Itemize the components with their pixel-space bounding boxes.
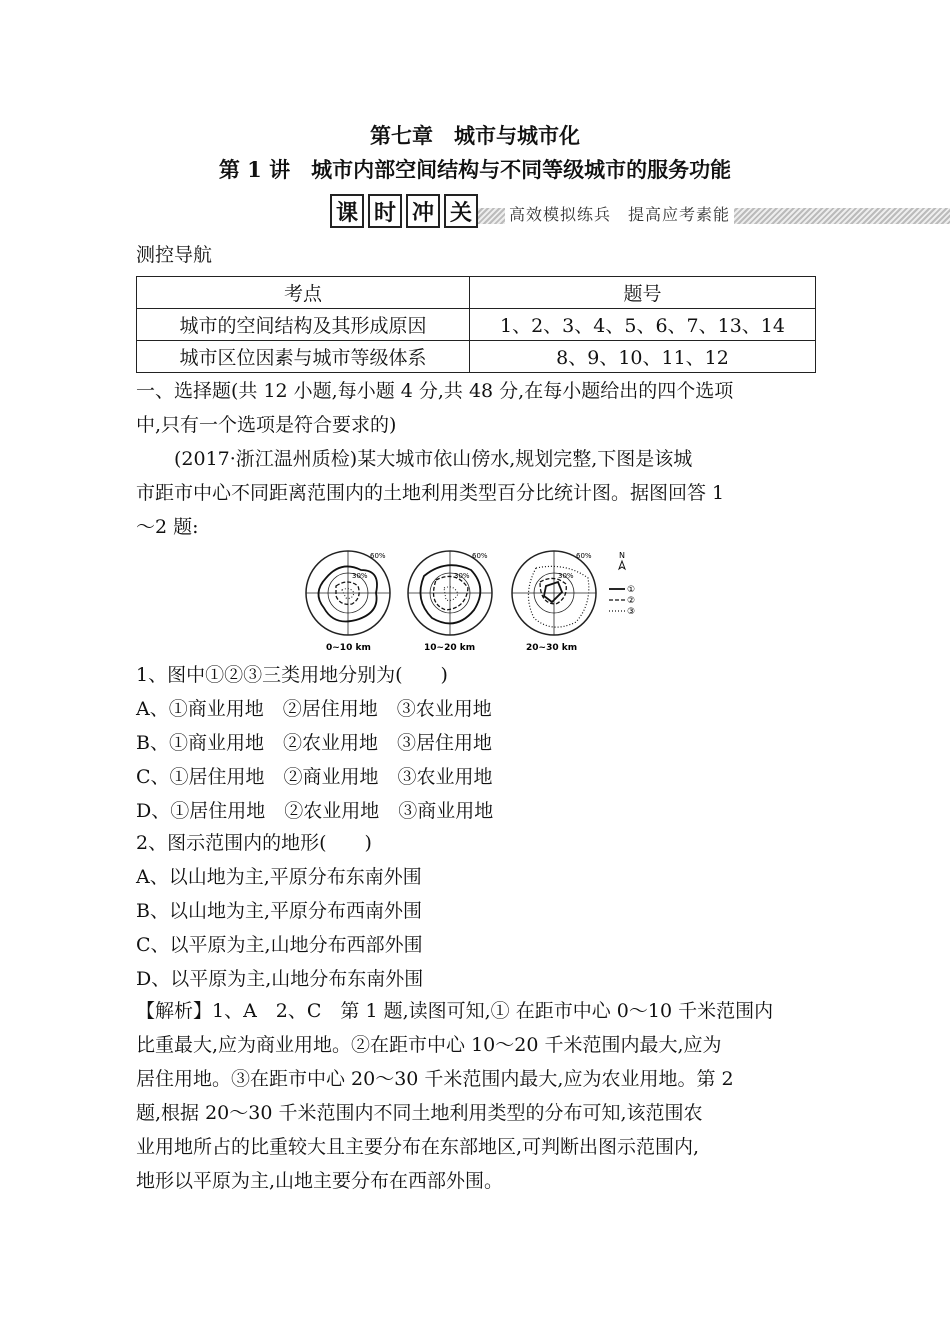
- table-cell: 城市区位因素与城市等级体系: [137, 341, 470, 373]
- analysis-block: [136, 994, 816, 1198]
- figure-legend: [609, 585, 635, 617]
- intro-line: ～2 题:: [136, 516, 199, 538]
- legend-label: ②: [627, 596, 636, 606]
- ring-label: 60%: [370, 552, 386, 560]
- radar-panel-1: [306, 551, 390, 653]
- table-header-row: [137, 277, 816, 309]
- legend-label: ③: [627, 607, 636, 617]
- question-stem: 1、图中①②③三类用地分别为( ): [136, 664, 448, 686]
- option-d: D、以平原为主,山地分布东南外围: [136, 968, 424, 990]
- section-line: 中,只有一个选项是符合要求的): [136, 414, 397, 436]
- ring-label: 30%: [558, 572, 574, 580]
- table-header: 题号: [470, 277, 816, 309]
- analysis-line: 业用地所占的比重较大且主要分布在东部地区,可判断出图示范围内,: [136, 1136, 700, 1158]
- option-a: A、①商业用地 ②居住用地 ③农业用地: [136, 698, 492, 720]
- nav-table: [136, 276, 816, 373]
- banner-char: 课: [330, 194, 364, 228]
- table-cell: 8、9、10、11、12: [470, 341, 816, 373]
- option-b: B、①商业用地 ②农业用地 ③居住用地: [136, 732, 492, 754]
- analysis-line: 比重最大,应为商业用地。②在距市中心 10～20 千米范围内最大,应为: [136, 1034, 722, 1056]
- nav-title: 测控导航: [136, 244, 213, 266]
- radar-panel-2: [408, 551, 492, 653]
- intro-paragraph: [136, 442, 816, 544]
- analysis-line: 【解析】1、A 2、C 第 1 题,读图可知,① 在距市中心 0～10 千米范围内: [136, 1000, 774, 1022]
- question-2: [136, 826, 816, 996]
- ring-label: 30%: [352, 572, 368, 580]
- table-header: 考点: [137, 277, 470, 309]
- panel-label: 0~10 km: [326, 643, 371, 653]
- north-label: N: [619, 551, 625, 560]
- intro-line: (2017·浙江温州质检)某大城市依山傍水,规划完整,下图是该城: [174, 448, 693, 470]
- section-heading: [136, 374, 816, 442]
- question-stem: 2、图示范围内的地形( ): [136, 832, 372, 854]
- north-arrow: [619, 551, 625, 569]
- section-line: 一、选择题(共 12 小题,每小题 4 分,共 48 分,在每小题给出的四个选项: [136, 380, 734, 402]
- panel-label: 10~20 km: [424, 643, 476, 653]
- practice-banner: [330, 194, 750, 230]
- ring-label: 60%: [472, 552, 488, 560]
- analysis-line: 题,根据 20～30 千米范围内不同土地利用类型的分布可知,该范围农: [136, 1102, 703, 1124]
- chapter-title: 第七章 城市与城市化: [370, 123, 580, 148]
- option-c: C、以平原为主,山地分布西部外围: [136, 934, 423, 956]
- banner-char: 冲: [406, 194, 440, 228]
- legend-label: ①: [627, 585, 636, 595]
- lesson-title: 第 1 讲 城市内部空间结构与不同等级城市的服务功能: [218, 157, 732, 182]
- banner-char: 时: [368, 194, 402, 228]
- table-row: [137, 309, 816, 341]
- land-use-figure: [296, 548, 656, 658]
- panel-label: 20~30 km: [526, 643, 578, 653]
- radar-panel-3: [512, 551, 596, 653]
- option-b: B、以山地为主,平原分布西南外围: [136, 900, 423, 922]
- ring-label: 60%: [576, 552, 592, 560]
- option-d: D、①居住用地 ②农业用地 ③商业用地: [136, 800, 494, 822]
- analysis-line: 地形以平原为主,山地主要分布在西部外围。: [136, 1170, 504, 1192]
- banner-slogan: 高效模拟练兵 提高应考素能: [505, 202, 734, 225]
- option-a: A、以山地为主,平原分布东南外围: [136, 866, 422, 888]
- banner-char: 关: [444, 194, 478, 228]
- ring-label: 30%: [454, 572, 470, 580]
- analysis-line: 居住用地。③在距市中心 20～30 千米范围内最大,应为农业用地。第 2: [136, 1068, 734, 1090]
- question-1: [136, 658, 816, 828]
- option-c: C、①居住用地 ②商业用地 ③农业用地: [136, 766, 493, 788]
- intro-line: 市距市中心不同距离范围内的土地利用类型百分比统计图。据图回答 1: [136, 482, 725, 504]
- table-row: [137, 341, 816, 373]
- table-cell: 城市的空间结构及其形成原因: [137, 309, 470, 341]
- table-cell: 1、2、3、4、5、6、7、13、14: [470, 309, 816, 341]
